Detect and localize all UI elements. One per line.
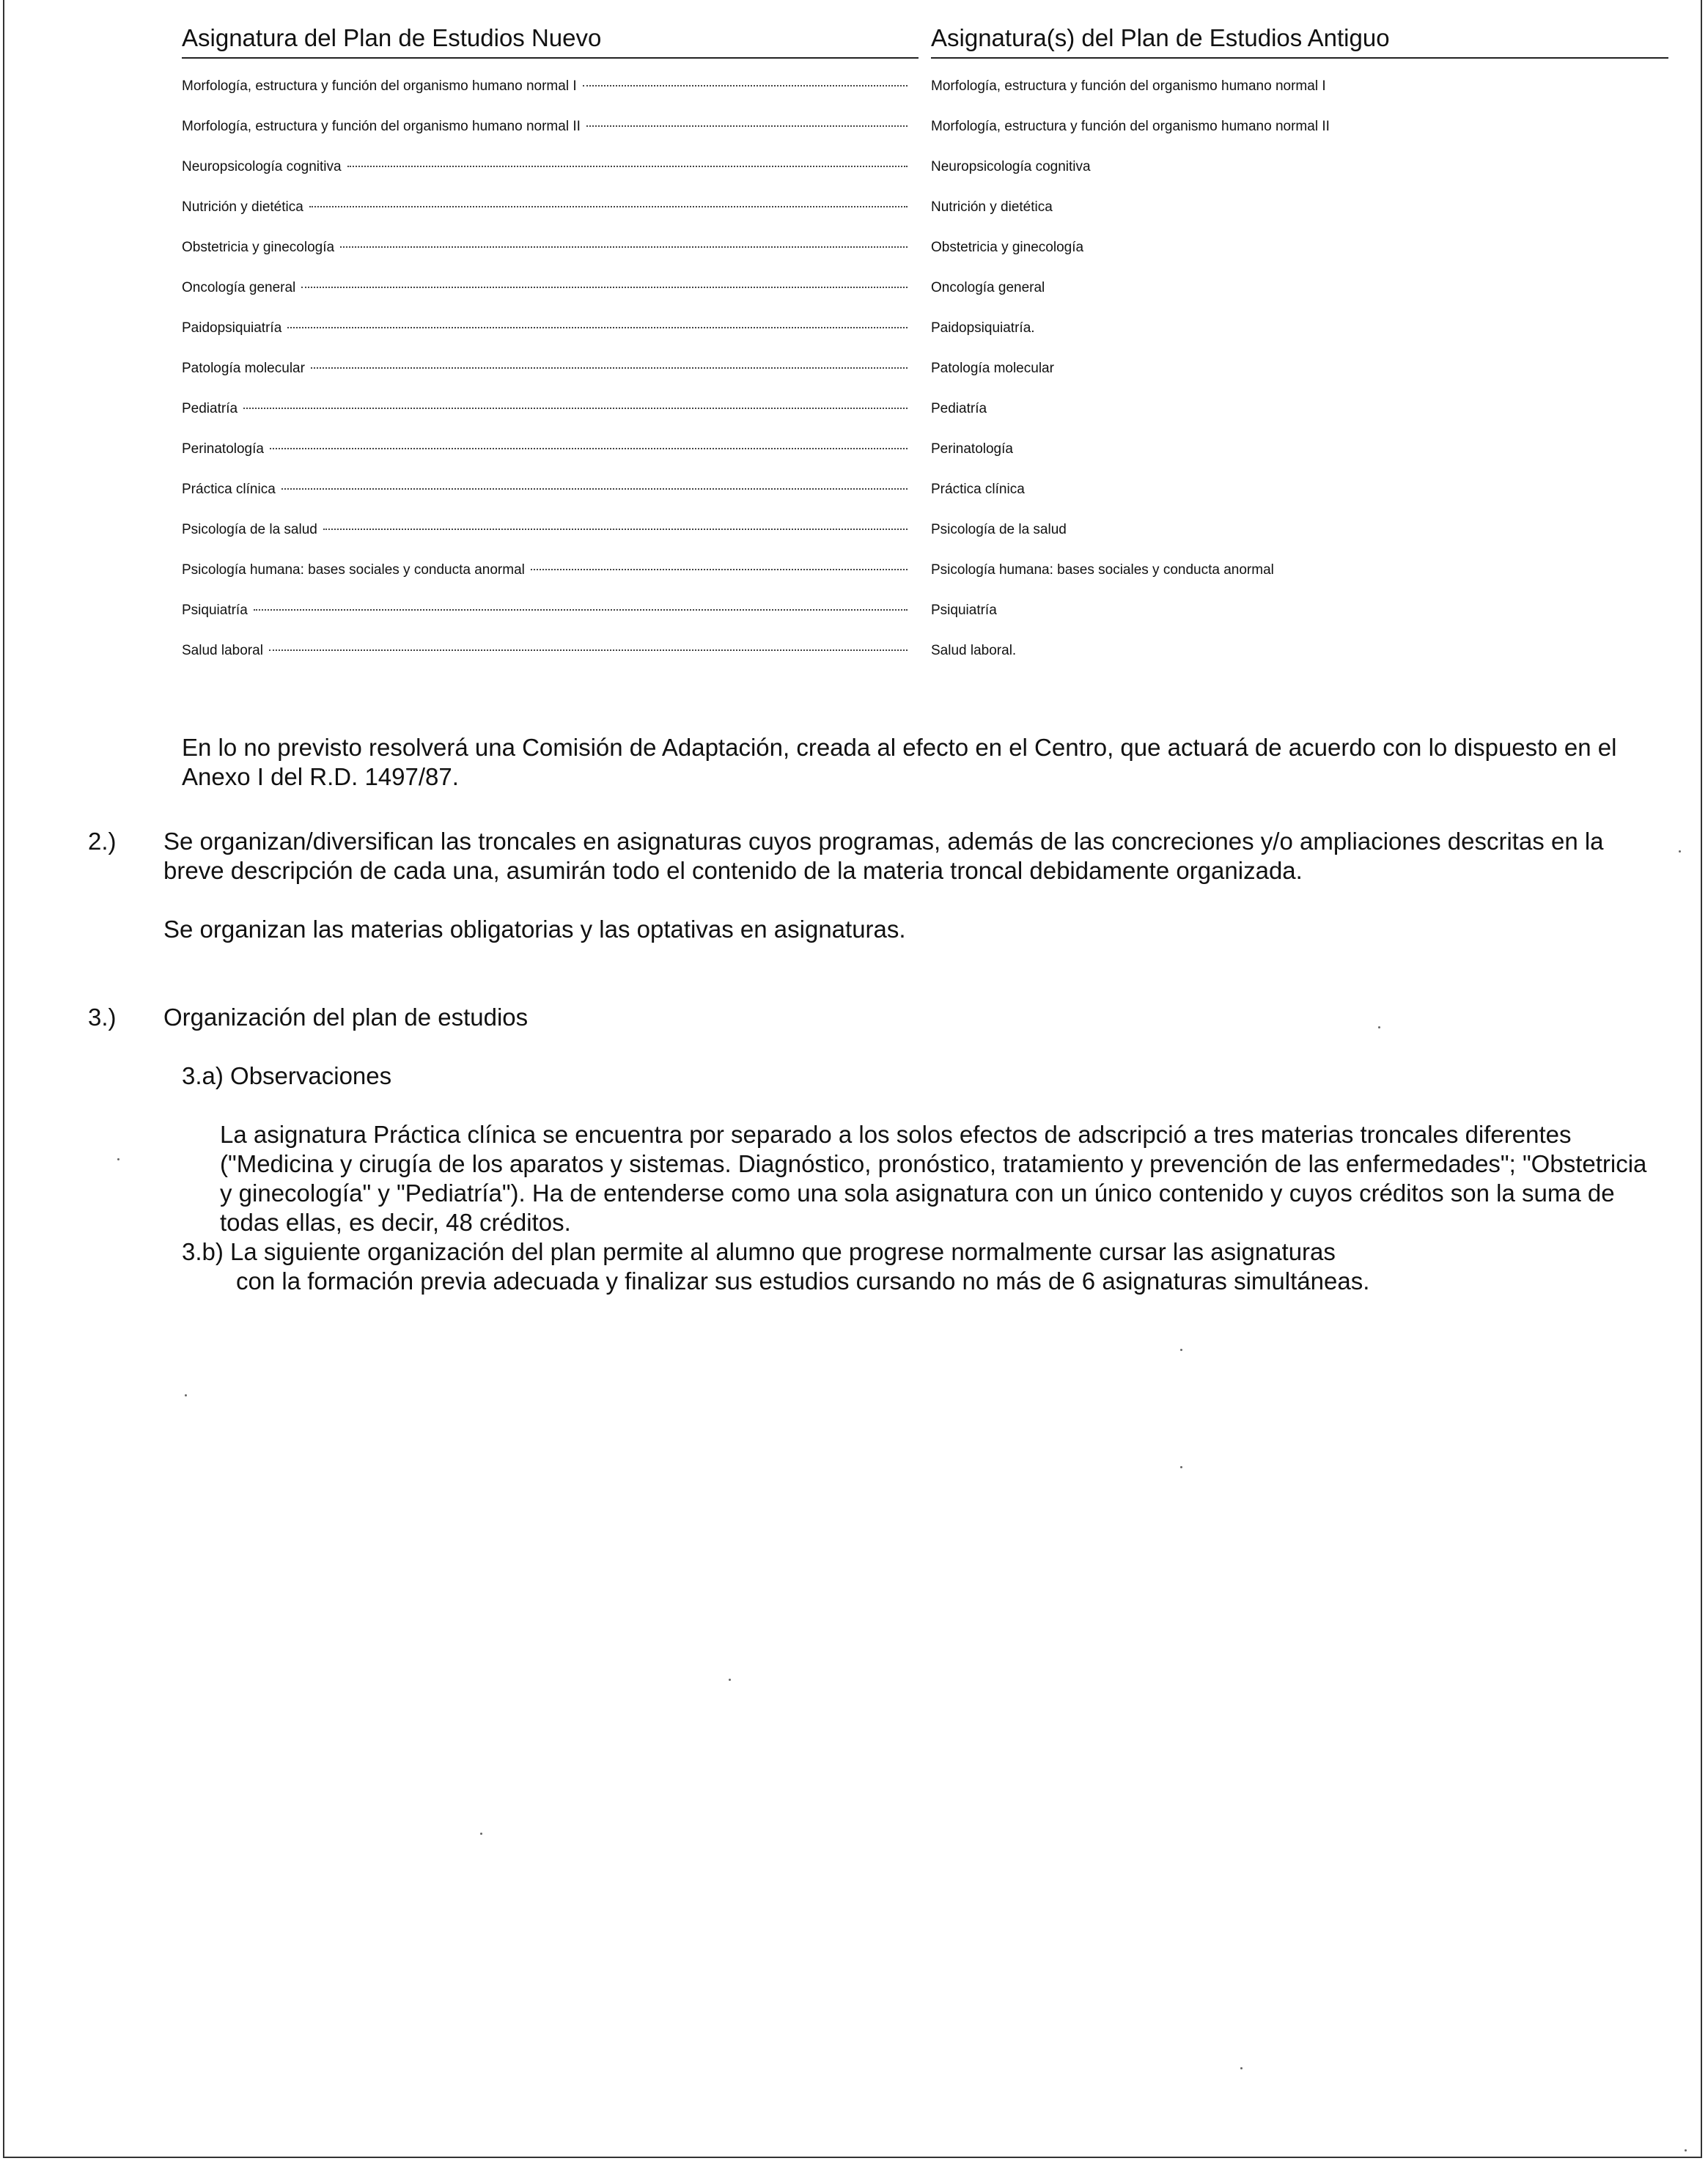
dot-leader xyxy=(347,166,908,167)
new-subject-cell xyxy=(182,398,908,420)
new-subject-cell xyxy=(182,116,908,138)
scan-speck xyxy=(1180,1349,1182,1351)
old-subject: Psicología humana: bases sociales y conducta anormal xyxy=(931,562,1274,578)
scan-speck xyxy=(729,1679,731,1681)
new-subject-cell xyxy=(182,156,908,178)
dot-leader xyxy=(311,367,908,369)
scan-speck xyxy=(1679,850,1681,853)
dot-leader xyxy=(270,448,908,449)
new-subject-cell xyxy=(182,76,908,97)
old-subject: Morfología, estructura y función del organismo humano normal II xyxy=(931,119,1330,134)
new-subject-cell xyxy=(182,196,908,218)
old-subject: Práctica clínica xyxy=(931,482,1025,497)
scan-speck xyxy=(480,1833,482,1835)
equivalence-table xyxy=(182,76,1668,680)
table-row xyxy=(182,479,1668,519)
new-subject-cell xyxy=(182,600,908,622)
old-subject: Morfología, estructura y función del organismo humano normal I xyxy=(931,78,1326,94)
item-number-3: 3.) xyxy=(88,1004,117,1031)
table-header xyxy=(182,22,1668,60)
old-subject: Oncología general xyxy=(931,280,1045,295)
scan-speck xyxy=(117,1158,119,1160)
old-subject: Salud laboral. xyxy=(931,643,1017,658)
new-subject: Psiquiatría xyxy=(182,603,248,618)
scan-speck xyxy=(185,1394,187,1396)
table-row xyxy=(182,398,1668,438)
item-2-paragraph: Se organizan/diversifican las troncales en asignaturas cuyos programas, además de las concreciones y/o ampliaciones descritas en la breve descripción de cada una, asumirán todo el contenido de la materia troncal debidamente organizada. xyxy=(163,828,1604,884)
new-subject-cell xyxy=(182,358,908,380)
section-3b-line-1: 3.b) La siguiente organización del plan permite al alumno que progrese normalmente cursar las asignaturas xyxy=(182,1238,1336,1265)
new-subject-cell xyxy=(182,640,908,662)
new-subject: Perinatología xyxy=(182,441,264,457)
old-subject: Obstetricia y ginecología xyxy=(931,240,1084,255)
new-subject-cell xyxy=(182,277,908,299)
new-subject: Psicología de la salud xyxy=(182,522,317,537)
new-subject-cell xyxy=(182,317,908,339)
dot-leader xyxy=(301,287,908,288)
header-old-plan: Asignatura(s) del Plan de Estudios Antiguo xyxy=(931,22,1668,59)
header-new-plan: Asignatura del Plan de Estudios Nuevo xyxy=(182,22,919,59)
scan-speck xyxy=(1685,2149,1687,2151)
dot-leader xyxy=(287,327,908,328)
section-3b-line-2: con la formación previa adecuada y finalizar sus estudios cursando no más de 6 asignaturas simultáneas. xyxy=(236,1267,1370,1295)
table-row xyxy=(182,237,1668,277)
scan-speck xyxy=(1180,1466,1182,1468)
new-subject-cell xyxy=(182,237,908,259)
table-row xyxy=(182,519,1668,559)
table-row xyxy=(182,600,1668,640)
dot-leader xyxy=(254,609,908,611)
dot-leader xyxy=(583,85,908,86)
section-3b-paragraph xyxy=(182,1237,1670,1296)
old-subject: Nutrición y dietética xyxy=(931,199,1053,215)
new-subject: Nutrición y dietética xyxy=(182,199,303,215)
new-subject: Morfología, estructura y función del organismo humano normal I xyxy=(182,78,577,94)
old-subject: Pediatría xyxy=(931,401,987,416)
new-subject: Oncología general xyxy=(182,280,296,295)
new-subject: Obstetricia y ginecología xyxy=(182,240,335,255)
old-subject: Psiquiatría xyxy=(931,603,997,618)
scan-speck xyxy=(1240,2067,1243,2069)
dot-leader xyxy=(340,246,908,248)
new-subject-cell xyxy=(182,479,908,501)
dot-leader xyxy=(243,408,908,409)
old-subject: Paidopsiquiatría. xyxy=(931,320,1035,336)
new-subject: Paidopsiquiatría xyxy=(182,320,282,336)
comision-paragraph: En lo no previsto resolverá una Comisión de Adaptación, creada al efecto en el Centro, que actuará de acuerdo con lo dispuesto en el Anexo I del R.D. 1497/87. xyxy=(182,734,1617,790)
new-subject: Patología molecular xyxy=(182,361,305,376)
item-3-title: Organización del plan de estudios xyxy=(163,1004,529,1031)
table-row xyxy=(182,358,1668,398)
table-row xyxy=(182,76,1668,116)
dot-leader xyxy=(531,569,908,570)
table-row xyxy=(182,559,1668,600)
new-subject: Pediatría xyxy=(182,401,238,416)
scan-speck xyxy=(1378,1026,1380,1028)
table-row xyxy=(182,277,1668,317)
dot-leader xyxy=(309,206,908,207)
new-subject: Salud laboral xyxy=(182,643,263,658)
table-row xyxy=(182,116,1668,156)
old-subject: Patología molecular xyxy=(931,361,1054,376)
dot-leader xyxy=(586,125,908,127)
table-row xyxy=(182,438,1668,479)
new-subject: Práctica clínica xyxy=(182,482,276,497)
dot-leader xyxy=(323,529,908,530)
old-subject: Neuropsicología cognitiva xyxy=(931,159,1091,174)
dot-leader xyxy=(281,488,908,490)
new-subject-cell xyxy=(182,438,908,460)
old-subject: Perinatología xyxy=(931,441,1013,457)
table-row xyxy=(182,640,1668,680)
table-row xyxy=(182,156,1668,196)
item-number-2: 2.) xyxy=(88,828,117,855)
new-subject-cell xyxy=(182,559,908,581)
item-2-second-paragraph: Se organizan las materias obligatorias y las optativas en asignaturas. xyxy=(163,916,906,943)
table-row xyxy=(182,317,1668,358)
dot-leader xyxy=(269,649,908,651)
table-row xyxy=(182,196,1668,237)
new-subject-cell xyxy=(182,519,908,541)
section-3a-paragraph: La asignatura Práctica clínica se encuentra por separado a los solos efectos de adscripció a tres materias troncales diferentes ("Medicina y cirugía de los aparatos y sistemas. Diagnóstico, pronóstico, tratamiento y prevención de las enfermedades"; "Obstetricia y ginecología" y "Pediatría"). Ha de entenderse como una sola asignatura con un único contenido y cuyos créditos son la suma de todas ellas, es decir, 48 créditos. xyxy=(220,1121,1647,1236)
new-subject: Morfología, estructura y función del organismo humano normal II xyxy=(182,119,581,134)
new-subject: Psicología humana: bases sociales y conducta anormal xyxy=(182,562,525,578)
new-subject: Neuropsicología cognitiva xyxy=(182,159,342,174)
section-3a-title: 3.a) Observaciones xyxy=(182,1062,392,1089)
old-subject: Psicología de la salud xyxy=(931,522,1067,537)
